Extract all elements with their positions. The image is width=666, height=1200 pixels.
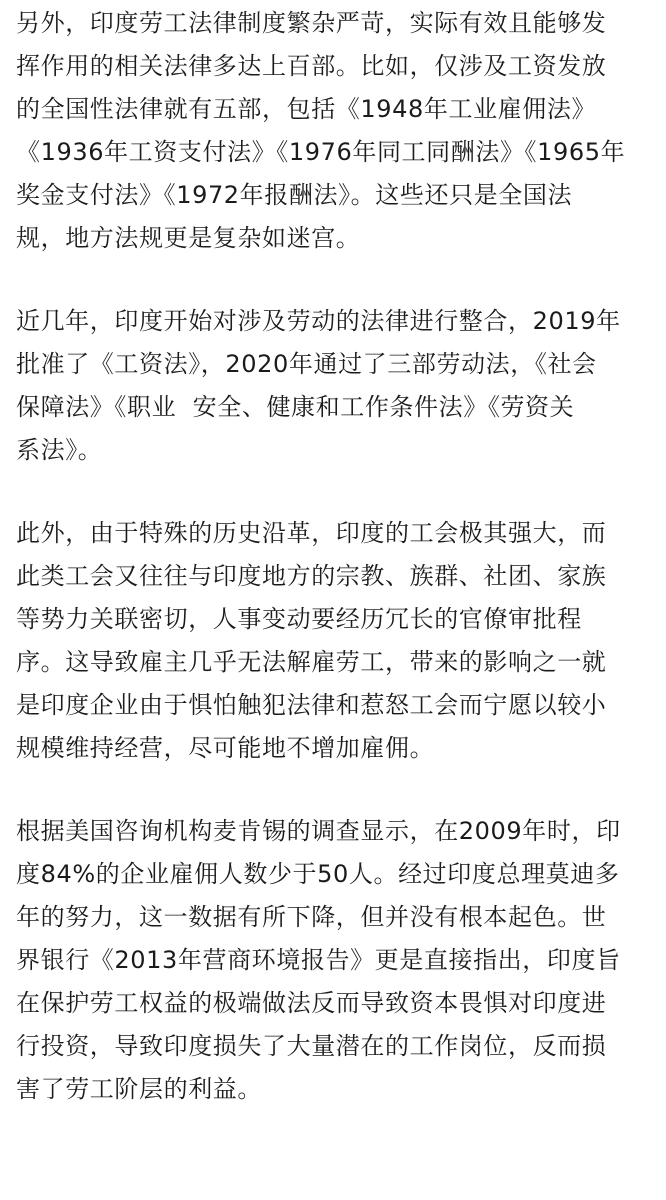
text-line: 另外，印度劳工法律制度繁杂严苛，实际有效且能够发 bbox=[16, 9, 607, 37]
text-line: 度84%的企业雇佣人数少于50人。经过印度总理莫迪多 bbox=[16, 860, 620, 888]
text-line: 此类工会又往往与印度地方的宗教、族群、社团、家族 bbox=[16, 562, 607, 590]
text-line: 年的努力，这一数据有所下降，但并没有根本起色。世 bbox=[16, 903, 607, 931]
text-line: 害了劳工阶层的利益。 bbox=[16, 1075, 262, 1103]
text-line: 此外，由于特殊的历史沿革，印度的工会极其强大，而 bbox=[16, 519, 607, 547]
paragraph-spacer bbox=[16, 260, 650, 300]
article-body bbox=[16, 0, 650, 1111]
text-line: 批准了《工资法》，2020年通过了三部劳动法，《社会 bbox=[16, 350, 597, 378]
text-line: 界银行《2013年营商环境报告》更是直接指出，印度旨 bbox=[16, 946, 621, 974]
paragraph-2 bbox=[16, 300, 650, 472]
paragraph-spacer bbox=[16, 770, 650, 810]
paragraph-3 bbox=[16, 512, 650, 770]
text-line: 《1936年工资支付法》《1976年同工同酬法》《1965年 bbox=[16, 138, 626, 166]
text-line: 序。这导致雇主几乎无法解雇劳工，带来的影响之一就 bbox=[16, 648, 607, 676]
text-line: 奖金支付法》《1972年报酬法》。这些还只是全国法 bbox=[16, 181, 573, 209]
text-line: 的全国性法律就有五部，包括《1948年工业雇佣法》 bbox=[16, 95, 597, 123]
text-line: 在保护劳工权益的极端做法反而导致资本畏惧对印度进 bbox=[16, 989, 607, 1017]
text-line: 等势力关联密切，人事变动要经历冗长的官僚审批程 bbox=[16, 605, 582, 633]
text-line: 挥作用的相关法律多达上百部。比如，仅涉及工资发放 bbox=[16, 52, 607, 80]
text-line: 规，地方法规更是复杂如迷宫。 bbox=[16, 224, 361, 252]
paragraph-4 bbox=[16, 810, 650, 1111]
text-line: 根据美国咨询机构麦肯锡的调查显示，在2009年时，印 bbox=[16, 817, 621, 845]
text-line: 近几年，印度开始对涉及劳动的法律进行整合，2019年 bbox=[16, 307, 621, 335]
paragraph-1 bbox=[16, 2, 650, 260]
text-line: 是印度企业由于惧怕触犯法律和惹怒工会而宁愿以较小 bbox=[16, 691, 607, 719]
text-line: 保障法》《职业 安全、健康和工作条件法》《劳资关 bbox=[16, 393, 575, 421]
text-line: 规模维持经营，尽可能地不增加雇佣。 bbox=[16, 734, 435, 762]
paragraph-spacer bbox=[16, 472, 650, 512]
text-line: 行投资，导致印度损失了大量潜在的工作岗位，反而损 bbox=[16, 1032, 607, 1060]
text-line: 系法》。 bbox=[16, 436, 103, 464]
